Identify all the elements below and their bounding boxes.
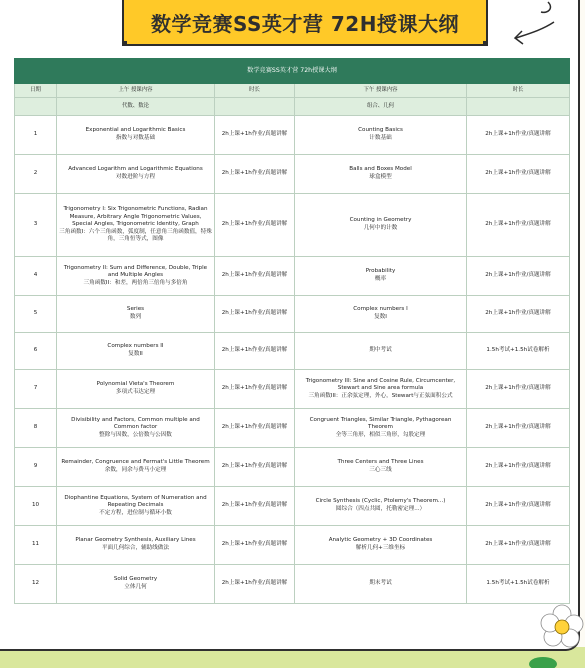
am-content-cell	[57, 116, 215, 155]
pm-content-cell	[295, 194, 467, 257]
am-topic-cn: 整除与因数，公倍数与公因数	[99, 431, 172, 438]
pm-topic-en: Three Centers and Three Lines	[337, 459, 424, 466]
am-topic-cn: 不定方程，进位制与循环小数	[99, 509, 172, 516]
pm-duration-cell: 2h上课+1h作业/真题讲解	[467, 194, 570, 257]
am-duration-cell: 2h上课+1h作业/真题讲解	[215, 116, 295, 155]
day-cell: 1	[15, 116, 57, 155]
col-header-am-content: 上午 授课内容	[57, 84, 215, 98]
am-duration-cell: 2h上课+1h作业/真题讲解	[215, 565, 295, 604]
am-topic-en: Planar Geometry Synthesis, Auxiliary Lines	[75, 537, 196, 544]
am-duration-cell: 2h上课+1h作业/真题讲解	[215, 370, 295, 409]
table-row	[15, 487, 570, 526]
am-topic-cn: 多项式韦达定理	[115, 389, 156, 395]
am-topic-cn: 指数与对数基础	[115, 135, 156, 141]
pm-topic-en: Counting in Geometry	[349, 217, 412, 224]
am-topic-cn: 数列	[129, 314, 142, 320]
day-cell: 10	[15, 487, 57, 526]
subheader-empty	[215, 98, 295, 116]
col-header-pm-content: 下午 授课内容	[295, 84, 467, 98]
am-content-cell	[57, 487, 215, 526]
pm-topic-cn: 三心三线	[369, 467, 392, 473]
am-duration-cell: 2h上课+1h作业/真题讲解	[215, 194, 295, 257]
am-content-cell	[57, 296, 215, 333]
day-cell: 4	[15, 257, 57, 296]
am-topic-en: Complex numbers II	[107, 343, 164, 350]
pm-content-cell	[295, 333, 467, 370]
pm-content-cell	[295, 526, 467, 565]
table-title: 数学竞赛SS英才营 72h授课大纲	[15, 59, 570, 84]
pm-duration-cell: 1.5h考试+1.5h试卷解析	[467, 565, 570, 604]
am-topic-cn: 三角函数I：六个三角函数，弧度制，任意角三角函数值，特殊角，三角恒等式，图像	[59, 228, 212, 243]
pm-duration-cell: 2h上课+1h作业/真题讲解	[467, 487, 570, 526]
leaf-icon	[528, 652, 558, 668]
pm-topic-cn: 概率	[374, 276, 387, 282]
flower-icon	[540, 604, 585, 649]
am-content-cell	[57, 333, 215, 370]
day-cell: 3	[15, 194, 57, 257]
pm-topic-cn: 几何中的计数	[363, 225, 398, 231]
pm-topic-en: Circle Synthesis (Cyclic, Ptolemy's Theorem...)	[315, 498, 446, 505]
day-cell: 2	[15, 155, 57, 194]
am-duration-cell: 2h上课+1h作业/真题讲解	[215, 257, 295, 296]
subheader-empty	[15, 98, 57, 116]
pm-topic-en: Counting Basics	[358, 127, 403, 134]
am-duration-cell: 2h上课+1h作业/真题讲解	[215, 487, 295, 526]
pm-duration-cell: 2h上课+1h作业/真题讲解	[467, 526, 570, 565]
table-row	[15, 116, 570, 155]
pm-topic-cn: 球盒模型	[369, 174, 392, 180]
pm-duration-cell: 2h上课+1h作业/真题讲解	[467, 409, 570, 448]
pm-duration-cell: 2h上课+1h作业/真题讲解	[467, 370, 570, 409]
day-cell: 12	[15, 565, 57, 604]
am-duration-cell: 2h上课+1h作业/真题讲解	[215, 333, 295, 370]
pm-duration-cell: 2h上课+1h作业/真题讲解	[467, 155, 570, 194]
pm-topic-cn: 解析几何+三维坐标	[355, 545, 406, 551]
am-topic-en: Trigonometry II: Sum and Difference, Double, Triple and Multiple Angles	[63, 264, 208, 279]
pm-duration-cell: 2h上课+1h作业/真题讲解	[467, 296, 570, 333]
am-topic-cn: 三角函数II：和差，两倍角三倍角与多倍角	[83, 279, 188, 286]
am-content-cell	[57, 257, 215, 296]
pm-content-cell	[295, 487, 467, 526]
pm-topic-cn: 复数I	[374, 314, 387, 320]
pm-content-cell	[295, 448, 467, 487]
am-duration-cell: 2h上课+1h作业/真题讲解	[215, 296, 295, 333]
table-row	[15, 448, 570, 487]
am-duration-cell: 2h上课+1h作业/真题讲解	[215, 155, 295, 194]
am-topic-cn: 立体几何	[124, 584, 147, 590]
page-banner	[122, 0, 488, 46]
pm-content-cell	[295, 370, 467, 409]
am-content-cell	[57, 194, 215, 257]
day-cell: 11	[15, 526, 57, 565]
am-topic-en: Polynomial Vieta's Theorem	[96, 381, 175, 388]
table-row	[15, 296, 570, 333]
pm-duration-cell: 2h上课+1h作业/真题讲解	[467, 257, 570, 296]
am-topic-cn: 对数进阶与方程	[115, 174, 156, 180]
pm-topic-en: Probability	[365, 268, 396, 275]
am-topic-cn: 平面几何综合，辅助线做法	[101, 545, 170, 551]
pm-content-cell	[295, 257, 467, 296]
pm-topic-en: Analytic Geometry + 3D Coordinates	[328, 537, 433, 544]
table-row	[15, 155, 570, 194]
am-topic-en: Exponential and Logarithmic Basics	[85, 127, 186, 134]
day-cell: 5	[15, 296, 57, 333]
pm-topic-cn: 计数基础	[369, 135, 392, 141]
day-cell: 7	[15, 370, 57, 409]
table-row	[15, 565, 570, 604]
am-duration-cell: 2h上课+1h作业/真题讲解	[215, 409, 295, 448]
banner-corner-dot	[122, 41, 127, 46]
pm-duration-cell: 2h上课+1h作业/真题讲解	[467, 116, 570, 155]
pm-topic-cn: 三角函数III：正余弦定理，外心，Stewart与正弦面积公式	[308, 392, 453, 399]
pm-topic-en: Balls and Boxes Model	[349, 166, 412, 173]
pm-topic-cn: 全等三角形，相似三角形，勾股定理	[335, 431, 426, 438]
pm-content-cell	[295, 116, 467, 155]
pm-topic-cn: 期中考试	[369, 347, 392, 354]
banner-corner-dot	[483, 41, 488, 46]
am-content-cell	[57, 155, 215, 194]
am-topic-en: Remainder, Congruence and Fermat's Little Theorem	[61, 459, 210, 466]
col-header-am-duration: 时长	[215, 84, 295, 98]
arrow-doodle-icon	[508, 0, 560, 50]
pm-topic-en: Complex numbers I	[353, 306, 408, 313]
am-topic-en: Divisibility and Factors, Common multiple and Common factor	[71, 416, 200, 431]
subheader-pm-topic: 组合、几何	[295, 98, 467, 116]
am-content-cell	[57, 526, 215, 565]
day-cell: 8	[15, 409, 57, 448]
am-duration-cell: 2h上课+1h作业/真题讲解	[215, 526, 295, 565]
am-topic-cn: 复数II	[128, 351, 143, 357]
pm-topic-en: Trigonometry III: Sine and Cosine Rule, Circumcenter, Stewart and Sine area formula	[305, 377, 456, 392]
pm-duration-cell: 1.5h考试+1.5h试卷解析	[467, 333, 570, 370]
pm-content-cell	[295, 155, 467, 194]
pm-topic-cn: 圆综合（四点共圆，托勒密定理...）	[335, 506, 426, 512]
am-content-cell	[57, 409, 215, 448]
am-topic-en: Trigonometry I: Six Trigonometric Functions, Radian Measure, Arbitrary Angle Trigonometric Values, Special Angles, Trigonometric Identity, Graph	[63, 206, 208, 228]
table-row	[15, 194, 570, 257]
am-topic-cn: 余数，同余与费马小定理	[104, 467, 167, 473]
page-title: 数学竞赛SS英才营 72H授课大纲	[151, 11, 459, 36]
am-content-cell	[57, 370, 215, 409]
subheader-empty	[467, 98, 570, 116]
table-row	[15, 409, 570, 448]
pm-content-cell	[295, 296, 467, 333]
table-row	[15, 526, 570, 565]
col-header-pm-duration: 时长	[467, 84, 570, 98]
table-row	[15, 370, 570, 409]
day-cell: 9	[15, 448, 57, 487]
curriculum-table	[14, 58, 570, 604]
pm-content-cell	[295, 565, 467, 604]
table-row	[15, 257, 570, 296]
am-topic-en: Advanced Logarithm and Logarithmic Equations	[68, 166, 203, 173]
am-topic-en: Series	[126, 306, 145, 313]
am-content-cell	[57, 565, 215, 604]
am-topic-en: Diophantine Equations, System of Numeration and Repeating Decimals	[64, 494, 207, 509]
pm-duration-cell: 2h上课+1h作业/真题讲解	[467, 448, 570, 487]
am-duration-cell: 2h上课+1h作业/真题讲解	[215, 448, 295, 487]
table-row	[15, 333, 570, 370]
pm-content-cell	[295, 409, 467, 448]
pm-topic-en: Congruent Triangles, Similar Triangle, Pythagorean Theorem	[309, 416, 452, 431]
pm-topic-cn: 期末考试	[369, 580, 392, 587]
am-topic-en: Solid Geometry	[113, 576, 158, 583]
am-content-cell	[57, 448, 215, 487]
day-cell: 6	[15, 333, 57, 370]
subheader-am-topic: 代数、数论	[57, 98, 215, 116]
col-header-date: 日期	[15, 84, 57, 98]
